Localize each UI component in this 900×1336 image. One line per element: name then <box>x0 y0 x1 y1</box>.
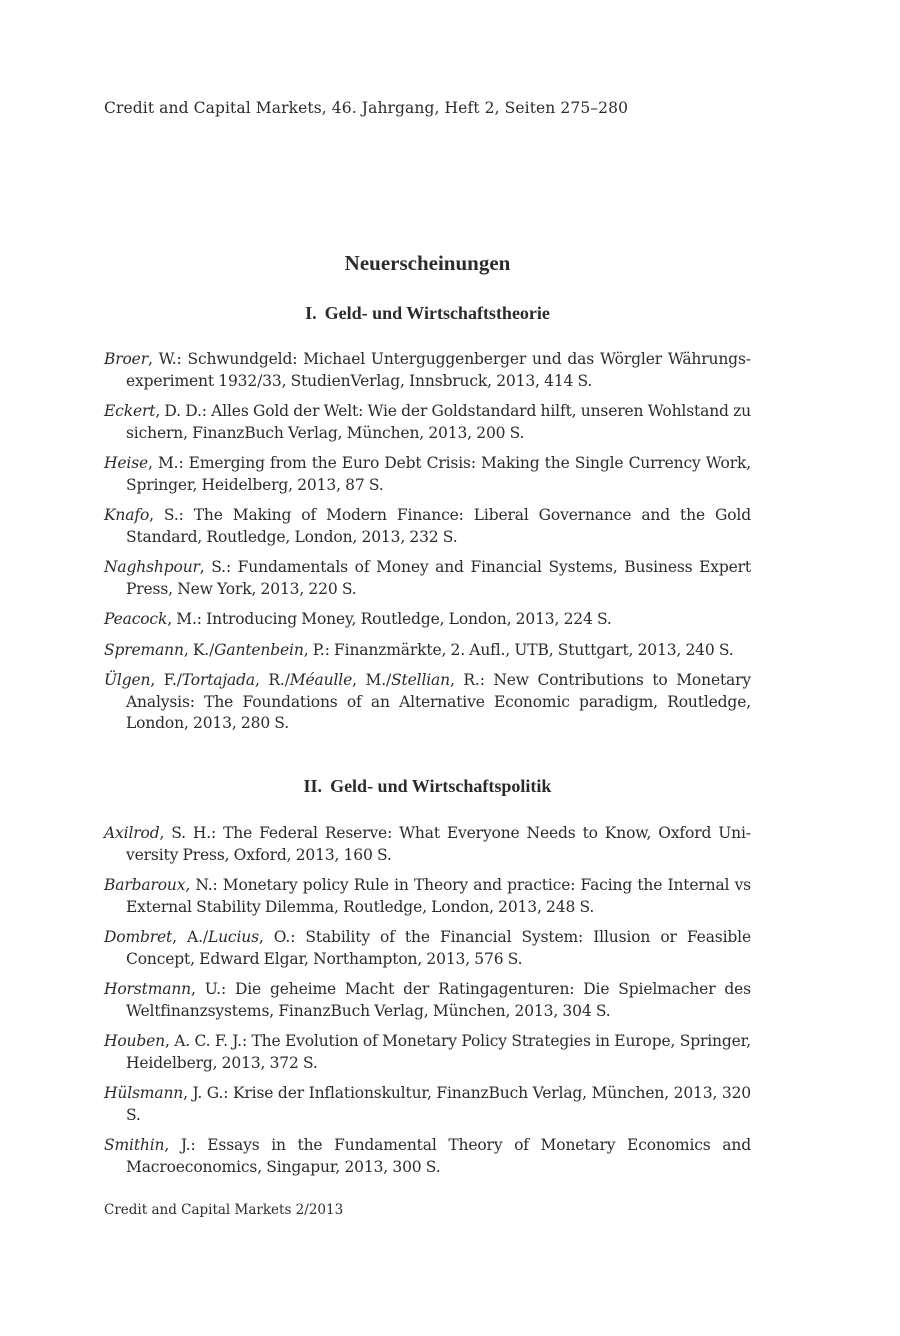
author-initials: , R./ <box>255 671 290 689</box>
page-footer: Credit and Capital Markets 2/2013 <box>104 1202 344 1218</box>
bibliography-entry <box>104 979 751 1022</box>
bibliography-entry <box>104 640 751 662</box>
author-initials: , F./ <box>150 671 182 689</box>
author-name: Houben <box>104 1032 166 1050</box>
entry-text: : Alles Gold der Welt: Wie der Goldstandard hilft, unseren Wohlstand zu sichern, FinanzBuch Verlag, München, 2013, 200 S. <box>126 402 751 442</box>
author-name: Gantenbein <box>214 640 304 659</box>
author-initials: , A. C. F. J. <box>165 1032 242 1050</box>
author-name: Dombret <box>104 928 173 946</box>
bibliography-entry <box>104 823 751 866</box>
entry-text: : Introducing Money, Routledge, London, 2013, 224 S. <box>196 610 612 628</box>
entry-text: : Emerging from the Euro Debt Crisis: Making the Single Currency Work, Springer, Heidelberg, 2013, 87 S. <box>126 454 751 494</box>
author-initials: , S. H. <box>159 824 212 842</box>
section-heading-geld-und-wirtschaftstheorie <box>104 303 751 324</box>
author-name: Hülsmann <box>104 1084 184 1102</box>
bibliography-entry <box>104 1031 751 1074</box>
section-number: I. <box>305 303 317 323</box>
section-number: II. <box>303 776 323 796</box>
author-name: Axilrod <box>104 824 160 842</box>
entry-text: : Die geheime Macht der Ratingagenturen: Die Spielmacher des Weltfinanzsystems, FinanzBuch Verlag, München, 2013, 304 S. <box>126 980 751 1020</box>
bibliography-entry <box>104 670 751 735</box>
bibliography-entry <box>104 927 751 970</box>
author-initials: , M./ <box>352 671 392 689</box>
author-initials: , A./ <box>172 928 208 946</box>
entry-text: : The Federal Reserve: What Everyone Needs to Know, Oxford University Press, Oxford, 2013, 160 S. <box>126 824 752 864</box>
section-heading-geld-und-wirtschaftspolitik <box>104 776 751 797</box>
bibliography-list-section-1 <box>104 349 751 744</box>
author-name: Tortajada <box>181 671 256 689</box>
author-initials: , M. <box>167 610 197 628</box>
section-title: Geld- und Wirtschaftstheorie <box>324 303 550 323</box>
bibliography-entry <box>104 1135 751 1178</box>
author-initials: , J. G. <box>183 1084 224 1102</box>
entry-text: : Fundamentals of Money and Financial Systems, Business Expert Press, New York, 2013, 220 S. <box>126 558 751 598</box>
author-initials: , U. <box>191 980 221 998</box>
author-name: Broer <box>104 350 148 368</box>
author-initials: , O. <box>258 928 291 946</box>
entry-text: : The Making of Modern Finance: Liberal Governance and the Gold Standard, Routledge, London, 2013, 232 S. <box>126 506 751 546</box>
author-name: Ülgen <box>104 671 151 689</box>
author-initials: , R. <box>449 671 480 689</box>
entry-text: : Finanzmärkte, 2. Aufl., UTB, Stuttgart, 2013, 240 S. <box>324 640 734 659</box>
author-name: Knafo <box>104 506 150 524</box>
author-name: Lucius <box>207 928 259 946</box>
author-initials: , M. <box>148 454 179 472</box>
author-initials: , S. <box>199 558 226 576</box>
author-name: Peacock <box>104 610 168 628</box>
author-name: Barbaroux, <box>104 876 191 894</box>
author-name: Spremann <box>104 640 184 659</box>
bibliography-entry <box>104 1083 751 1126</box>
author-initials: , K./ <box>183 640 215 659</box>
author-initials: , W. <box>147 350 177 368</box>
bibliography-entry <box>104 453 751 496</box>
running-head: Credit and Capital Markets, 46. Jahrgang, Heft 2, Seiten 275–280 <box>104 99 629 117</box>
bibliography-entry <box>104 401 751 444</box>
entry-text: : Stability of the Financial System: Illusion or Feasible Concept, Edward Elgar, Northampton, 2013, 576 S. <box>126 928 752 968</box>
entry-text: : Krise der Inflationskultur, FinanzBuch Verlag, München, 2013, 320 S. <box>126 1084 751 1124</box>
bibliography-entry <box>104 609 751 631</box>
bibliography-entry <box>104 505 751 548</box>
author-initials: , J. <box>164 1136 191 1154</box>
bibliography-list-section-2 <box>104 823 751 1187</box>
author-name: Smithin <box>104 1136 165 1154</box>
author-name: Horstmann <box>104 980 191 998</box>
author-initials: N. <box>190 876 213 894</box>
author-name: Stellian <box>391 671 450 689</box>
bibliography-entry <box>104 557 751 600</box>
page-title: Neuerscheinungen <box>344 251 511 275</box>
author-initials: , P. <box>303 640 325 659</box>
author-initials: , S. <box>149 506 179 524</box>
entry-text: : New Contributions to Monetary Analysis: The Foundations of an Alternative Economic paradigm, Routledge, London, 2013, 280 S. <box>126 671 752 732</box>
bibliography-entry <box>104 875 751 918</box>
entry-text: : Schwundgeld: Michael Unterguggenberger und das Wörgler Währungsexperiment 1932/33, StudienVerlag, Innsbruck, 2013, 414 S. <box>126 350 751 390</box>
entry-text: : The Evolution of Monetary Policy Strategies in Europe, Springer, Heidelberg, 2013, 372 S. <box>126 1032 752 1072</box>
author-name: Naghshpour <box>104 558 200 576</box>
author-initials: , D. D. <box>155 402 202 420</box>
author-name: Heise <box>104 454 149 472</box>
entry-text: : Monetary policy Rule in Theory and practice: Facing the Internal vs External Stability Dilemma, Routledge, London, 2013, 248 S. <box>126 876 751 916</box>
entry-text: : Essays in the Fundamental Theory of Monetary Economics and Macroeconomics, Singapur, 2013, 300 S. <box>126 1136 751 1176</box>
author-name: Eckert <box>104 402 156 420</box>
author-name: Méaulle <box>289 671 353 689</box>
bibliography-entry <box>104 349 751 392</box>
section-title: Geld- und Wirtschaftspolitik <box>330 776 552 796</box>
